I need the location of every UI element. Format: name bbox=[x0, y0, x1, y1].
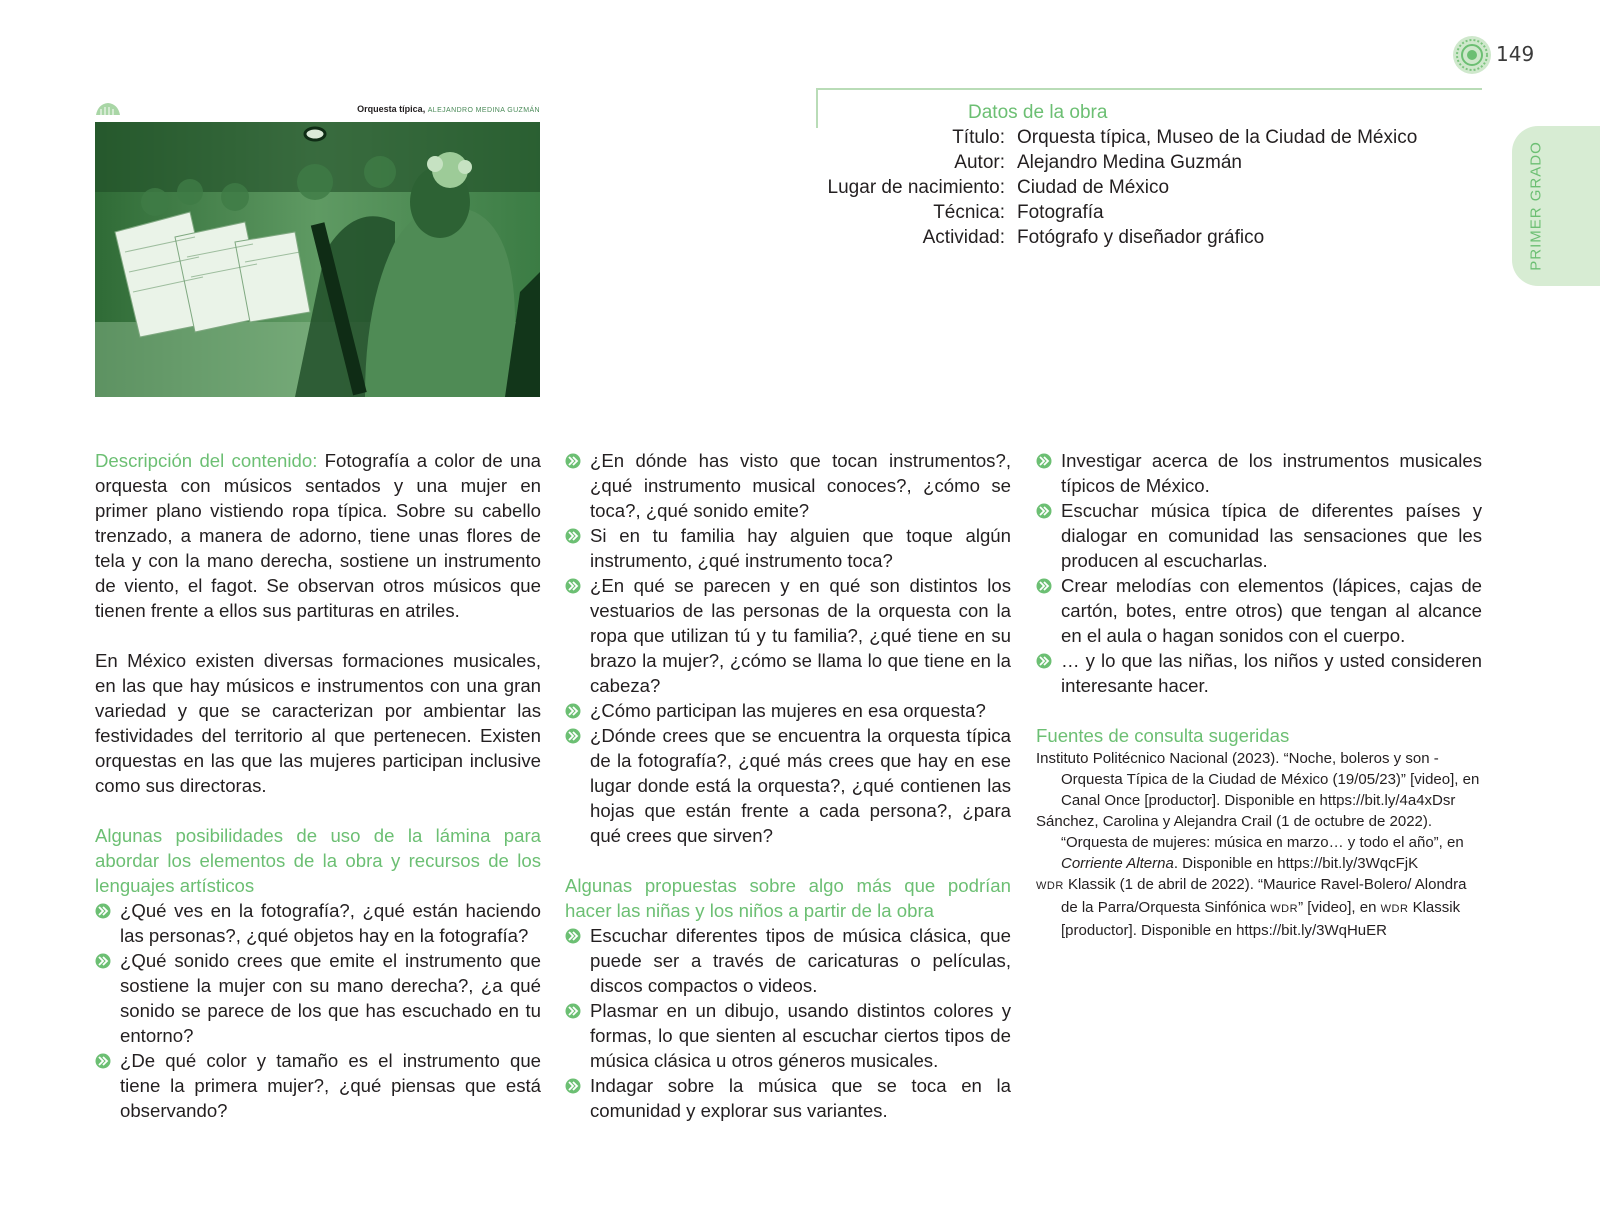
datos-value: Alejandro Medina Guzmán bbox=[1017, 152, 1242, 173]
list-item: ¿Cómo participan las mujeres en esa orquesta? bbox=[565, 698, 1011, 723]
list-item: ¿Qué ves en la fotografía?, ¿qué están haciendo las personas?, ¿qué objetos hay en la fotografía? bbox=[95, 898, 541, 948]
datos-label: Actividad: bbox=[922, 227, 1005, 248]
arrow-bullet-icon bbox=[1036, 503, 1052, 519]
questions-list bbox=[565, 448, 1011, 848]
datos-value: Ciudad de México bbox=[1017, 177, 1170, 198]
list-item: Escuchar diferentes tipos de música clásica, que puede ser a través de caricaturas o películas, discos compactos o videos. bbox=[565, 923, 1011, 998]
page-number: 149 bbox=[1496, 42, 1535, 66]
list-item: Si en tu familia hay alguien que toque algún instrumento, ¿qué instrumento toca? bbox=[565, 523, 1011, 573]
list-item: ¿En qué se parecen y en qué son distintos los vestuarios de las personas de la orquesta con la ropa que utilizan tú y tu familia?, ¿qué tiene en su brazo la mujer?, ¿cómo se llama lo que tiene en la cabeza? bbox=[565, 573, 1011, 698]
datos-frame bbox=[816, 88, 1482, 128]
proposals-list-continued bbox=[1036, 448, 1482, 698]
list-item: Investigar acerca de los instrumentos musicales típicos de México. bbox=[1036, 448, 1482, 498]
arrow-bullet-icon bbox=[1036, 578, 1052, 594]
datos-label: Autor: bbox=[954, 152, 1005, 173]
list-item: Crear melodías con elementos (lápices, cajas de cartón, botes, entre otros) que tengan al alcance en el aula o hagan sonidos con el cuerpo. bbox=[1036, 573, 1482, 648]
photo-caption bbox=[357, 104, 540, 114]
list-item: Indagar sobre la música que se toca en la comunidad y explorar sus variantes. bbox=[565, 1073, 1011, 1123]
list-item: … y lo que las niñas, los niños y usted consideren interesante hacer. bbox=[1036, 648, 1482, 698]
list-item: ¿De qué color y tamaño es el instrumento que tiene la primera mujer?, ¿qué piensas que está observando? bbox=[95, 1048, 541, 1123]
context-paragraph: En México existen diversas formaciones musicales, en las que hay músicos e instrumentos con una gran variedad y que se caracterizan por ambientar las festividades del territorio al que pertenecen. Existen orquestas en las que las mujeres participan inclusive como sus directoras. bbox=[95, 650, 541, 796]
photo-caption-author: ALEJANDRO MEDINA GUZMÁN bbox=[427, 107, 540, 114]
description-paragraph bbox=[95, 448, 541, 623]
arrow-bullet-icon bbox=[565, 928, 581, 944]
page-badge-icon bbox=[1452, 35, 1492, 75]
column-2 bbox=[565, 448, 1011, 1123]
list-item: ¿Qué sonido crees que emite el instrumento que sostiene la mujer con su mano derecha?, ¿a qué sonido se parece de los que has escuchado en tu entorno? bbox=[95, 948, 541, 1048]
grade-tab-label: PRIMER GRADO bbox=[1527, 141, 1545, 271]
description-text: Fotografía a color de una orquesta con músicos sentados y una mujer en primer plano vistiendo ropa típica. Sobre su cabello trenzado, a manera de adorno, tiene unas flores de tela y con la mano derecha, sostiene un instrumento de viento, el fagot. Se observan otros músicos que tienen frente a ellos sus partituras en atriles. bbox=[95, 450, 541, 621]
arrow-bullet-icon bbox=[1036, 453, 1052, 469]
datos-value: Fotógrafo y diseñador gráfico bbox=[1017, 227, 1265, 248]
proposals-list bbox=[565, 923, 1011, 1123]
source-item: WDR Klassik (1 de abril de 2022). “Maurice Ravel-Bolero/ Alondra de la Parra/Orquesta Sinfónica WDR” [video], en WDR Klassik [productor]. Disponible en https://bit.ly/3WqHuER bbox=[1036, 876, 1467, 939]
column-1 bbox=[95, 448, 541, 1123]
datos-label: Lugar de nacimiento: bbox=[827, 177, 1005, 198]
datos-title: Datos de la obra bbox=[968, 102, 1108, 123]
arrow-bullet-icon bbox=[565, 1003, 581, 1019]
photo-caption-title: Orquesta típica, bbox=[357, 104, 426, 114]
proposals-heading: Algunas propuestas sobre algo más que podrían hacer las niñas y los niños a partir de la obra bbox=[565, 875, 1011, 921]
list-item: ¿Dónde crees que se encuentra la orquesta típica de la fotografía?, ¿qué más crees que hay en ese lugar donde está la orquesta?, ¿qué contienen las hojas que están frente a cada persona?, ¿para qué crees que sirven? bbox=[565, 723, 1011, 848]
list-item: Escuchar música típica de diferentes países y dialogar en comunidad las sensaciones que les producen al escucharlas. bbox=[1036, 498, 1482, 573]
column-3 bbox=[1036, 448, 1482, 941]
list-item: Plasmar en un dibujo, usando distintos colores y formas, lo que sienten al escuchar ciertos tipos de música clásica u otros géneros musicales. bbox=[565, 998, 1011, 1073]
arrow-bullet-icon bbox=[565, 728, 581, 744]
arrow-bullet-icon bbox=[565, 578, 581, 594]
photo-logo-icon bbox=[95, 102, 121, 116]
sources-heading: Fuentes de consulta sugeridas bbox=[1036, 725, 1290, 746]
arrow-bullet-icon bbox=[1036, 653, 1052, 669]
datos-label: Título: bbox=[952, 127, 1005, 148]
uses-heading: Algunas posibilidades de uso de la lámina para abordar los elementos de la obra y recursos de los lenguajes artísticos bbox=[95, 825, 541, 896]
arrow-bullet-icon bbox=[565, 453, 581, 469]
arrow-bullet-icon bbox=[565, 703, 581, 719]
datos-value: Orquesta típica, Museo de la Ciudad de México bbox=[1017, 127, 1418, 148]
list-item: ¿En dónde has visto que tocan instrumentos?, ¿qué instrumento musical conoces?, ¿cómo se toca?, ¿qué sonido emite? bbox=[565, 448, 1011, 523]
source-item: Sánchez, Carolina y Alejandra Crail (1 de octubre de 2022). “Orquesta de mujeres: música en marzo… y todo el año”, en Corriente Alterna. Disponible en https://bit.ly/3WqcFjK bbox=[1036, 813, 1464, 872]
arrow-bullet-icon bbox=[565, 528, 581, 544]
datos-label: Técnica: bbox=[933, 202, 1005, 223]
uses-list bbox=[95, 898, 541, 1123]
arrow-bullet-icon bbox=[95, 903, 111, 919]
orchestra-photo bbox=[95, 122, 540, 397]
datos-value: Fotografía bbox=[1017, 202, 1104, 223]
arrow-bullet-icon bbox=[95, 953, 111, 969]
description-label: Descripción del contenido: bbox=[95, 450, 318, 471]
arrow-bullet-icon bbox=[565, 1078, 581, 1094]
arrow-bullet-icon bbox=[95, 1053, 111, 1069]
source-item: Instituto Politécnico Nacional (2023). “Noche, boleros y son - Orquesta Típica de la Ciudad de México (19/05/23)” [video], en Canal Once [productor]. Disponible en https://bit.ly/4a4xDsr bbox=[1036, 750, 1480, 809]
grade-tab bbox=[1512, 126, 1600, 286]
